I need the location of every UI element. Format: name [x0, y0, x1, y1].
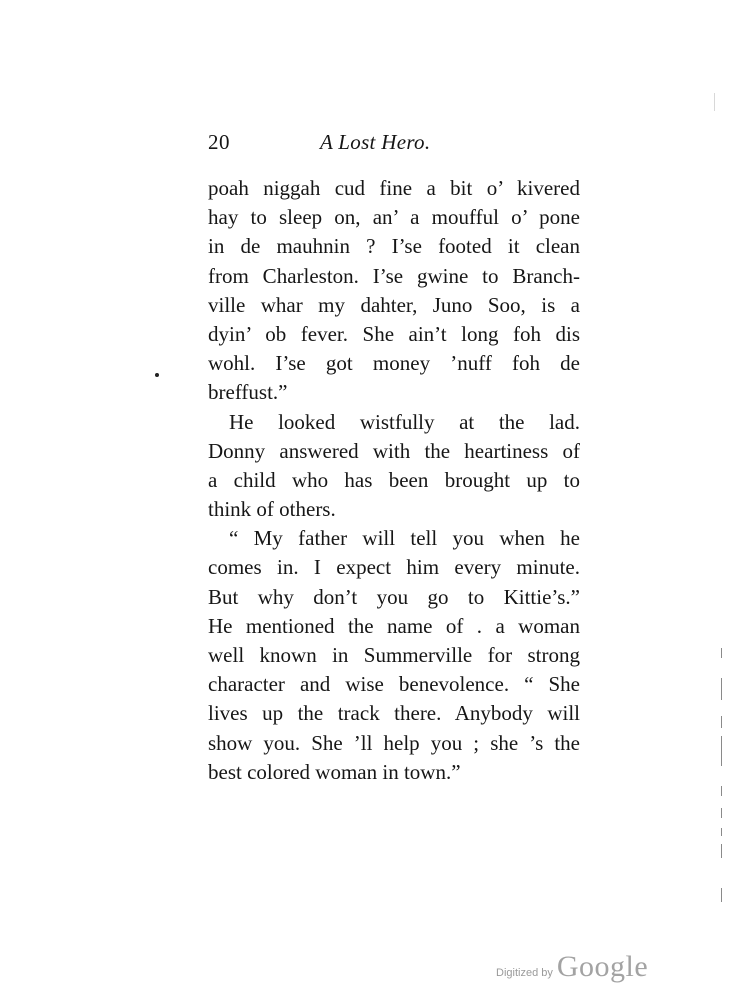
digitized-watermark — [496, 950, 648, 986]
text-line: dyin’ ob fever. She ain’t long foh dis — [208, 321, 580, 346]
text-line: hay to sleep on, an’ a moufful o’ pone — [208, 205, 580, 230]
text-line: “ My father will tell you when he — [229, 526, 580, 551]
margin-mark — [721, 716, 722, 728]
text-line: a child who has been brought up to — [208, 467, 580, 492]
running-title: A Lost Hero. — [320, 130, 431, 154]
watermark-prefix: Digitized by — [496, 967, 553, 979]
margin-mark — [721, 888, 722, 902]
text-line: He mentioned the name of . a woman — [208, 613, 580, 638]
margin-mark — [721, 736, 722, 766]
running-head — [208, 127, 580, 157]
text-line: lives up the track there. Anybody will — [208, 701, 580, 726]
text-line: poah niggah cud fine a bit o’ kivered — [208, 176, 580, 200]
page-number: 20 — [208, 130, 230, 154]
text-line: think of others. — [208, 497, 336, 522]
stray-dot-mark — [155, 373, 159, 377]
text-line: comes in. I expect him every minute. — [208, 555, 580, 580]
margin-mark — [721, 844, 722, 858]
text-line: wohl. I’se got money ’nuff foh de — [208, 351, 580, 376]
margin-mark — [721, 786, 722, 796]
google-logo: Google — [556, 950, 649, 983]
paragraph-2 — [208, 408, 580, 525]
text-line: Donny answered with the heartiness of — [208, 438, 580, 463]
text-line: He looked wistfully at the lad. — [229, 409, 580, 434]
text-line: show you. She ’ll help you ; she ’s the — [208, 730, 580, 755]
text-line: But why don’t you go to Kittie’s.” — [208, 584, 580, 609]
text-line: well known in Summerville for strong — [208, 643, 580, 667]
text-line: best colored woman in town.” — [208, 759, 461, 784]
margin-mark — [721, 678, 722, 700]
text-line: breffust.” — [208, 380, 288, 405]
text-line: character and wise benevolence. “ She — [208, 672, 580, 697]
text-line: ville whar my dahter, Juno Soo, is a — [208, 292, 580, 317]
body-text — [208, 174, 580, 787]
text-line: from Charleston. I’se gwine to Branch- — [208, 263, 580, 288]
scan-artifact — [714, 93, 715, 111]
text-line: in de mauhnin ? I’se footed it clean — [208, 234, 580, 259]
margin-mark — [721, 808, 722, 818]
paragraph-1 — [208, 174, 580, 408]
margin-marks — [719, 640, 725, 910]
margin-mark — [721, 648, 722, 658]
margin-mark — [721, 828, 722, 836]
paragraph-3 — [208, 524, 580, 787]
